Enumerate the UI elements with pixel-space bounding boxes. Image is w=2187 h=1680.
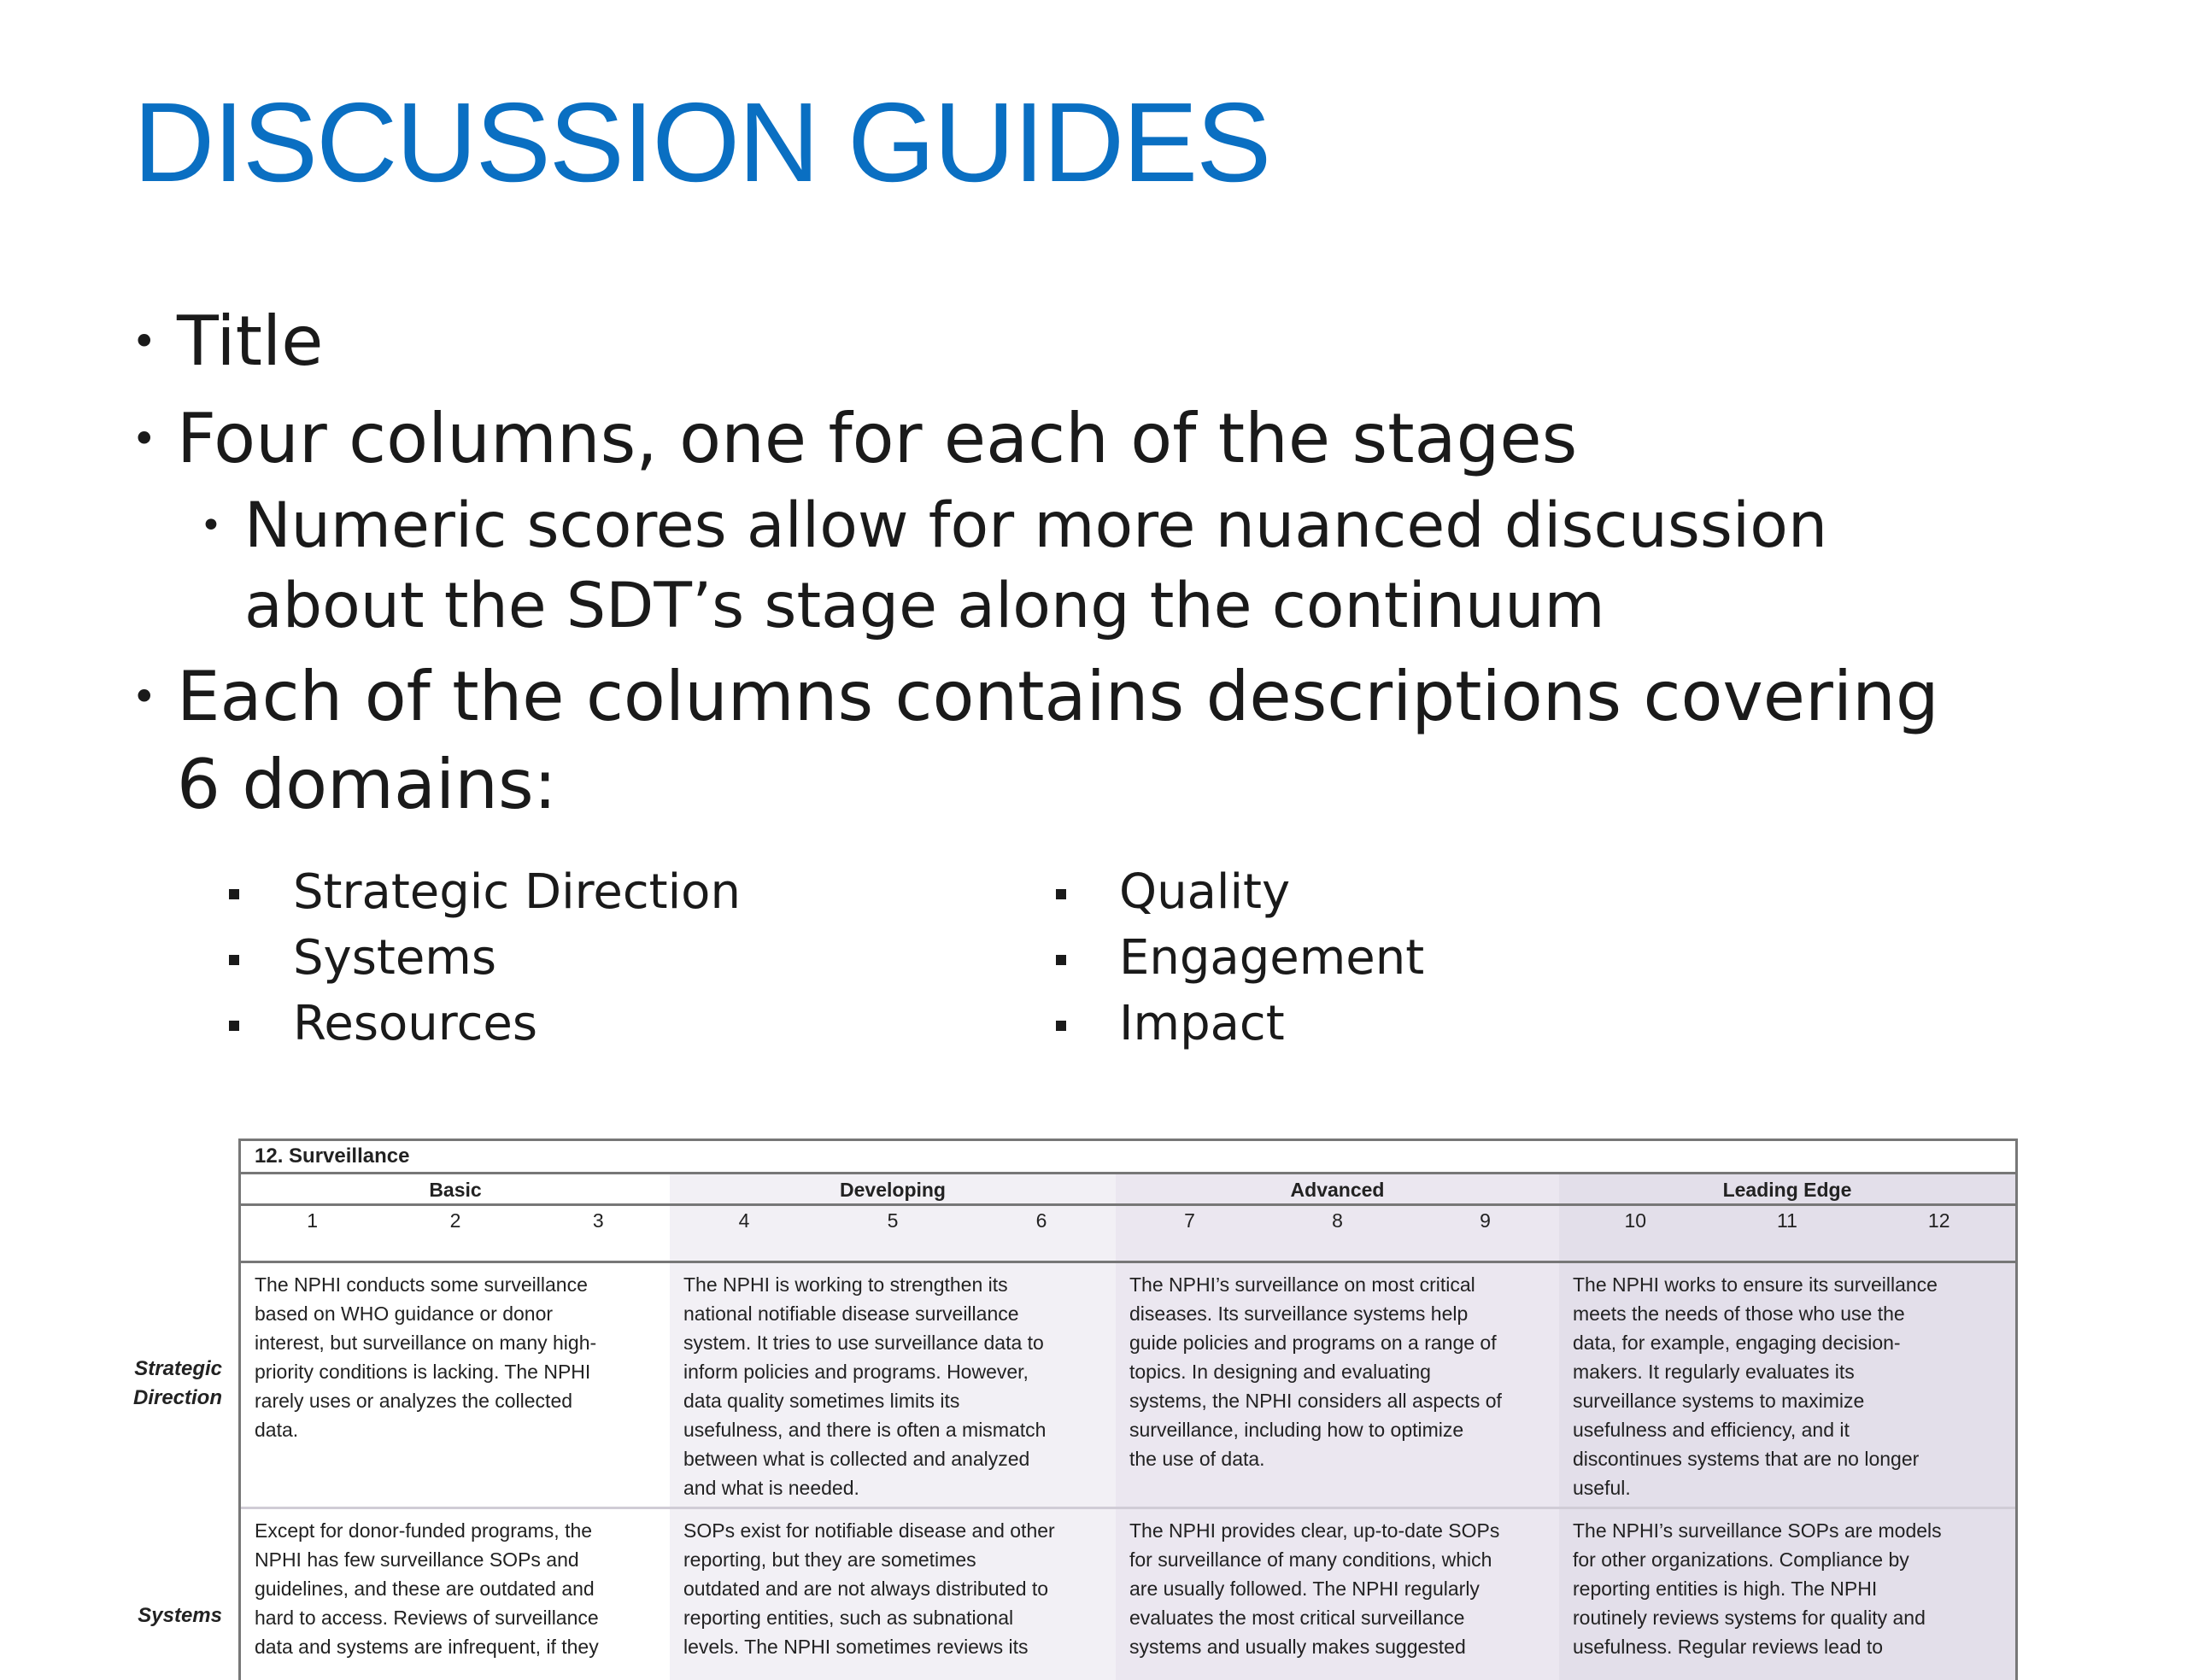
score: 1 xyxy=(307,1209,319,1232)
scores-developing xyxy=(670,1206,1116,1263)
surveillance-table xyxy=(238,1139,2018,1680)
score: 10 xyxy=(1624,1209,1647,1232)
bullet-each-line1: Each of the columns contains descriptions covering xyxy=(177,657,1939,736)
table-row-systems xyxy=(241,1509,2015,1680)
bullet-icon: • xyxy=(132,317,157,366)
scores-leading-edge xyxy=(1559,1206,2015,1263)
bullet-icon: • xyxy=(132,414,157,464)
stage-leading-edge: Leading Edge xyxy=(1559,1174,2015,1206)
sub-bullet-numeric-line2: about the SDT’s stage along the continuum xyxy=(244,570,1605,642)
table-cell: The NPHI works to ensure its surveillance meets the needs of those who use the data, for example, engaging decision- makers. It regularly evaluates its surveillance systems to maximize usefulness and efficiency, and it discontinues systems that are no longer useful. xyxy=(1559,1263,2015,1509)
table-title: 12. Surveillance xyxy=(241,1141,2015,1174)
sub-bullet-numeric-line1: Numeric scores allow for more nuanced discussion xyxy=(244,489,1828,562)
stage-basic: Basic xyxy=(241,1174,670,1206)
row-label-line: Direction xyxy=(132,1386,222,1409)
score: 3 xyxy=(592,1209,604,1232)
score: 12 xyxy=(1927,1209,1950,1232)
domain-resources: Resources xyxy=(293,996,537,1051)
bullet-icon: • xyxy=(132,672,157,722)
score: 8 xyxy=(1332,1209,1343,1232)
table-cell: The NPHI’s surveillance SOPs are models for other organizations. Compliance by reporting entities is high. The NPHI routinely reviews systems for quality and usefulness. Regular reviews lead to xyxy=(1559,1509,2015,1680)
domain-impact: Impact xyxy=(1119,996,1285,1051)
score: 6 xyxy=(1035,1209,1047,1232)
score: 2 xyxy=(449,1209,461,1232)
table-row-strategic-direction xyxy=(241,1263,2015,1509)
row-label-systems xyxy=(138,1601,222,1630)
bullet-each-line2: 6 domains: xyxy=(177,745,557,824)
table-cell: The NPHI provides clear, up-to-date SOPs for surveillance of many conditions, which are usually followed. The NPHI regularly evaluates the most critical surveillance systems and usually makes suggested xyxy=(1116,1509,1559,1680)
score: 9 xyxy=(1480,1209,1491,1232)
square-bullet-icon xyxy=(229,889,239,899)
score: 4 xyxy=(738,1209,750,1232)
table-cell: Except for donor-funded programs, the NPHI has few surveillance SOPs and guidelines, and these are outdated and hard to access. Reviews of surveillance data and systems are infrequent, if they xyxy=(241,1509,670,1680)
score: 7 xyxy=(1184,1209,1195,1232)
square-bullet-icon xyxy=(1056,1021,1066,1031)
domain-quality: Quality xyxy=(1119,864,1291,920)
stage-advanced: Advanced xyxy=(1116,1174,1559,1206)
sub-bullet-icon: • xyxy=(200,504,222,547)
stage-developing: Developing xyxy=(670,1174,1116,1206)
domain-engagement: Engagement xyxy=(1119,930,1425,986)
table-cell: The NPHI’s surveillance on most critical diseases. Its surveillance systems help guide policies and programs on a range of topics. In designing and evaluating systems, the NPHI considers all aspects of surveillance, including how to optimize the use of data. xyxy=(1116,1263,1559,1509)
table-cell: The NPHI is working to strengthen its national notifiable disease surveillance system. It tries to use surveillance data to inform policies and programs. However, data quality sometimes limits its usefulness, and there is often a mismatch between what is collected and analyzed and what is needed. xyxy=(670,1263,1116,1509)
score: 5 xyxy=(887,1209,899,1232)
score: 11 xyxy=(1777,1209,1797,1232)
page-title: DISCUSSION GUIDES xyxy=(133,79,1270,205)
row-label-line: Strategic xyxy=(134,1357,222,1380)
score-row xyxy=(241,1206,2015,1263)
domain-systems: Systems xyxy=(293,930,496,986)
domain-strategic-direction: Strategic Direction xyxy=(293,864,741,920)
bullet-title: Title xyxy=(177,301,324,381)
square-bullet-icon xyxy=(229,955,239,965)
square-bullet-icon xyxy=(229,1021,239,1031)
row-label-line: Systems xyxy=(138,1604,222,1627)
bullet-four-columns: Four columns, one for each of the stages xyxy=(177,399,1578,478)
table-cell: The NPHI conducts some surveillance based on WHO guidance or donor interest, but surveillance on many high- priority conditions is lacking. The NPHI rarely uses or analyzes the collected data. xyxy=(241,1263,670,1509)
scores-basic xyxy=(241,1206,670,1263)
square-bullet-icon xyxy=(1056,955,1066,965)
table-cell: SOPs exist for notifiable disease and other reporting, but they are sometimes outdated and are not always distributed to reporting entities, such as subnational levels. The NPHI sometimes reviews its xyxy=(670,1509,1116,1680)
square-bullet-icon xyxy=(1056,889,1066,899)
row-label-strategic-direction xyxy=(133,1355,222,1413)
stage-header-row xyxy=(241,1174,2015,1206)
scores-advanced xyxy=(1116,1206,1559,1263)
